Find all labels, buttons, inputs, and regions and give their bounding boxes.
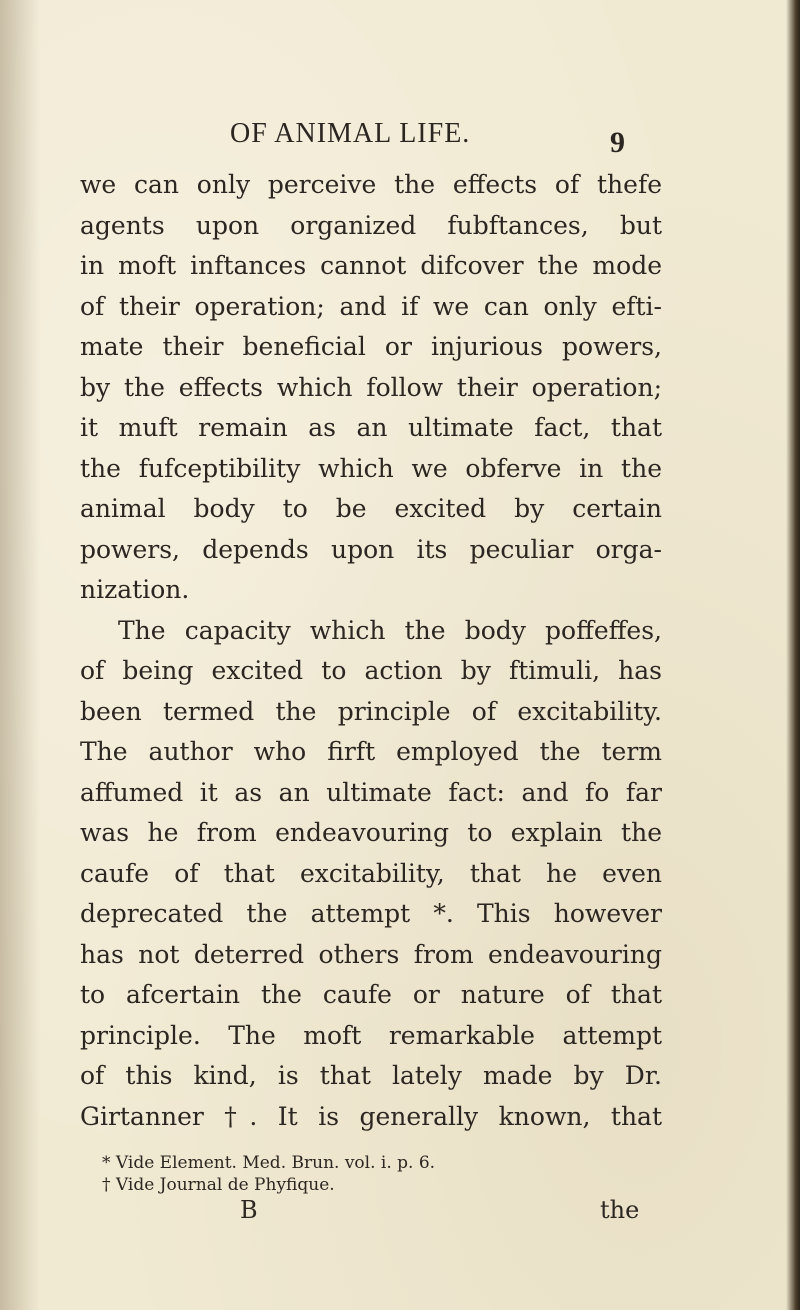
- text-line: we can only perceive the effects of thefe: [80, 170, 662, 199]
- text-line: mate their beneficial or injurious powers,: [80, 332, 662, 361]
- text-line: has not deterred others from endeavouring: [80, 939, 662, 969]
- text-line: caufe of that excitability, that he even: [80, 858, 662, 888]
- paragraph-2: [80, 611, 662, 1138]
- page-number: 9: [610, 126, 625, 159]
- text-line: affumed it as an ultimate fact: and fo far: [80, 777, 662, 807]
- text-line: been termed the principle of excitability.: [80, 696, 662, 726]
- running-head: [0, 118, 800, 158]
- footnote: * Vide Element. Med. Brun. vol. i. p. 6.: [102, 1153, 436, 1173]
- text-line: of their operation; and if we can only efti-: [80, 291, 662, 321]
- text-line: principle. The moft remarkable attempt: [80, 1020, 662, 1050]
- footnote: † Vide Journal de Phyfique.: [102, 1175, 335, 1195]
- text-line: Girtanner †. It is generally known, that: [80, 1101, 662, 1131]
- text-line: by the effects which follow their operation;: [80, 372, 662, 402]
- catchword: the: [600, 1196, 640, 1224]
- text-line: agents upon organized fubftances, but: [80, 210, 662, 240]
- text-line: it muft remain as an ultimate fact, that: [80, 413, 662, 442]
- text-line: to afcertain the caufe or nature of that: [80, 980, 662, 1009]
- text-line: nization.: [80, 575, 190, 604]
- text-line: in moft inftances cannot difcover the mode: [80, 251, 662, 280]
- body-text: [80, 165, 662, 1137]
- gutter-shadow: [0, 0, 40, 1310]
- text-line: deprecated the attempt *. This however: [80, 899, 662, 928]
- text-line: of this kind, is that lately made by Dr.: [80, 1061, 662, 1090]
- text-line: The capacity which the body poffeffes,: [118, 615, 662, 645]
- text-line: animal body to be excited by certain: [80, 494, 662, 523]
- text-line: of being excited to action by ftimuli, has: [80, 656, 662, 685]
- signature-mark: B: [240, 1196, 258, 1224]
- text-line: powers, depends upon its peculiar orga-: [80, 534, 662, 564]
- text-line: The author who firft employed the term: [80, 737, 662, 766]
- page-edge: [786, 0, 800, 1310]
- text-line: was he from endeavouring to explain the: [80, 818, 662, 847]
- footnotes: [102, 1152, 662, 1196]
- paragraph-1: [80, 165, 662, 611]
- running-title: OF ANIMAL LIFE.: [230, 118, 471, 149]
- text-line: the fufceptibility which we obferve in the: [80, 453, 662, 483]
- signature-row: [80, 1196, 662, 1226]
